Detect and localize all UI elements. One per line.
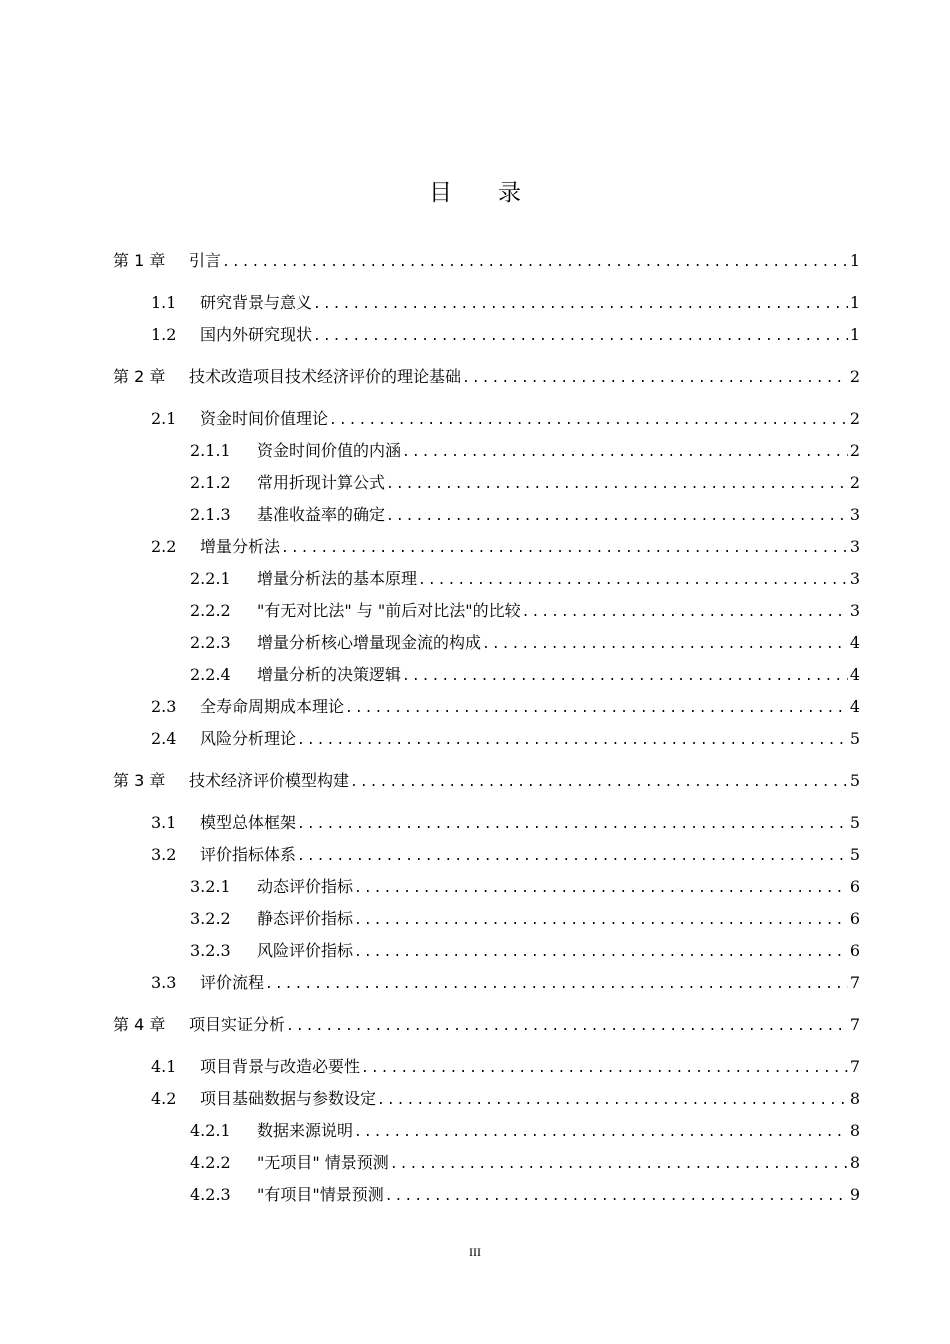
toc-entry-title: 静态评价指标 — [257, 909, 354, 928]
toc-dot-leader — [402, 441, 848, 465]
toc-dot-leader — [345, 697, 848, 721]
toc-dot-leader — [377, 1089, 848, 1113]
toc-entry-page-number: 6 — [849, 909, 860, 928]
toc-entry-page-number: 3 — [849, 601, 860, 620]
toc-entry[interactable] — [151, 1087, 860, 1111]
toc-entry[interactable] — [190, 567, 860, 591]
toc-dot-leader — [354, 877, 848, 901]
toc-entry-number: 4.2.3 — [190, 1185, 231, 1204]
toc-entry[interactable] — [190, 907, 860, 931]
toc-entry-page-number: 7 — [849, 973, 860, 992]
toc-entry-title: 评价流程 — [200, 973, 265, 992]
toc-entry-page-number: 2 — [849, 409, 860, 428]
toc-entry-number: 第 4 章 — [113, 1015, 166, 1034]
toc-entry[interactable] — [190, 1151, 860, 1175]
toc-entry-page-number: 1 — [849, 325, 860, 344]
toc-entry-title: 动态评价指标 — [257, 877, 354, 896]
toc-entry-title: 项目实证分析 — [189, 1015, 286, 1034]
toc-entry[interactable] — [151, 323, 860, 347]
toc-entry-page-number: 7 — [849, 1015, 860, 1034]
toc-entry-title: 项目背景与改造必要性 — [200, 1057, 361, 1076]
toc-dot-leader — [390, 1153, 848, 1177]
toc-entry[interactable] — [190, 939, 860, 963]
toc-entry-number: 2.1.2 — [190, 473, 231, 492]
toc-entry[interactable] — [151, 695, 860, 719]
toc-entry-page-number: 3 — [849, 569, 860, 588]
toc-dot-leader — [354, 909, 848, 933]
toc-entry-page-number: 4 — [849, 665, 860, 684]
toc-dot-leader — [386, 473, 848, 497]
toc-entry-number: 4.1 — [151, 1057, 177, 1076]
toc-entry-number: 4.2 — [151, 1089, 177, 1108]
toc-entry-page-number: 8 — [849, 1089, 860, 1108]
toc-entry-title: 风险分析理论 — [200, 729, 297, 748]
toc-entry-number: 2.2.3 — [190, 633, 231, 652]
toc-dot-leader — [482, 633, 848, 657]
toc-entry-page-number: 6 — [849, 877, 860, 896]
toc-dot-leader — [354, 1121, 848, 1145]
toc-entry-page-number: 8 — [849, 1153, 860, 1172]
toc-entry[interactable] — [113, 249, 860, 273]
toc-dot-leader — [297, 845, 848, 869]
toc-entry-title: 项目基础数据与参数设定 — [200, 1089, 377, 1108]
toc-entry-page-number: 7 — [849, 1057, 860, 1076]
toc-entry-title: 技术经济评价模型构建 — [189, 771, 350, 790]
toc-entry-title: "有无对比法" 与 "前后对比法"的比较 — [257, 601, 521, 620]
toc-entry-page-number: 8 — [849, 1121, 860, 1140]
toc-entry-title: 增量分析的决策逻辑 — [257, 665, 402, 684]
toc-entry-page-number: 5 — [849, 845, 860, 864]
toc-entry-number: 2.1.1 — [190, 441, 231, 460]
toc-entry-title: 全寿命周期成本理论 — [200, 697, 345, 716]
toc-entry[interactable] — [151, 727, 860, 751]
toc-entry-title: 增量分析法的基本原理 — [257, 569, 418, 588]
toc-entry-title: 常用折现计算公式 — [257, 473, 386, 492]
toc-entry-number: 3.2.1 — [190, 877, 231, 896]
toc-entry-title: 增量分析核心增量现金流的构成 — [257, 633, 482, 652]
toc-entry-title: 资金时间价值理论 — [200, 409, 329, 428]
toc-entry-page-number: 4 — [849, 697, 860, 716]
toc-dot-leader — [385, 1185, 848, 1209]
toc-entry-number: 4.2.1 — [190, 1121, 231, 1140]
toc-entry-number: 2.2.4 — [190, 665, 231, 684]
toc-entry-page-number: 5 — [849, 813, 860, 832]
page-footer-number: III — [469, 1245, 481, 1259]
toc-entry[interactable] — [190, 503, 860, 527]
toc-entry-title: "有项目"情景预测 — [257, 1185, 384, 1204]
toc-dot-leader — [313, 325, 848, 349]
toc-entry-title: 引言 — [189, 251, 222, 270]
toc-dot-leader — [286, 1015, 848, 1039]
toc-entry[interactable] — [151, 843, 860, 867]
toc-entry[interactable] — [190, 1183, 860, 1207]
toc-entry[interactable] — [190, 631, 860, 655]
toc-entry-number: 2.2.2 — [190, 601, 231, 620]
toc-entry-number: 3.2.2 — [190, 909, 231, 928]
toc-entry-page-number: 2 — [849, 441, 860, 460]
toc-dot-leader — [222, 251, 848, 275]
toc-entry-number: 第 2 章 — [113, 367, 166, 386]
toc-entry-title: 国内外研究现状 — [200, 325, 313, 344]
toc-entry-page-number: 1 — [849, 293, 860, 312]
toc-entry-number: 2.1.3 — [190, 505, 231, 524]
toc-entry[interactable] — [190, 439, 860, 463]
toc-entry-title: 增量分析法 — [200, 537, 281, 556]
toc-dot-leader — [402, 665, 848, 689]
toc-dot-leader — [265, 973, 848, 997]
toc-entry[interactable] — [151, 407, 860, 431]
toc-entry-number: 2.2 — [151, 537, 177, 556]
toc-entry-page-number: 2 — [849, 473, 860, 492]
toc-entry-number: 第 3 章 — [113, 771, 166, 790]
toc-dot-leader — [329, 409, 848, 433]
toc-entry-page-number: 2 — [849, 367, 860, 386]
toc-entry-number: 1.1 — [151, 293, 177, 312]
toc-entry[interactable] — [190, 599, 860, 623]
toc-entry-page-number: 4 — [849, 633, 860, 652]
toc-entry-page-number: 3 — [849, 505, 860, 524]
toc-dot-leader — [361, 1057, 848, 1081]
toc-entry[interactable] — [190, 875, 860, 899]
toc-entry-title: 评价指标体系 — [200, 845, 297, 864]
toc-title: 目录 — [429, 180, 567, 206]
toc-entry[interactable] — [113, 769, 860, 793]
toc-entry-title: 资金时间价值的内涵 — [257, 441, 402, 460]
toc-entry-page-number: 9 — [849, 1185, 860, 1204]
toc-entry-number: 2.2.1 — [190, 569, 231, 588]
toc-entry[interactable] — [190, 471, 860, 495]
toc-dot-leader — [350, 771, 848, 795]
toc-entry[interactable] — [190, 1119, 860, 1143]
toc-entry[interactable] — [151, 971, 860, 995]
toc-entry-number: 3.2 — [151, 845, 177, 864]
toc-dot-leader — [297, 813, 848, 837]
toc-entry-title: 风险评价指标 — [257, 941, 354, 960]
toc-entry-title: 研究背景与意义 — [200, 293, 313, 312]
toc-dot-leader — [281, 537, 848, 561]
toc-entry-page-number: 6 — [849, 941, 860, 960]
toc-entry[interactable] — [151, 291, 860, 315]
toc-entry[interactable] — [151, 1055, 860, 1079]
toc-entry-page-number: 3 — [849, 537, 860, 556]
toc-dot-leader — [313, 293, 848, 317]
toc-dot-leader — [522, 601, 848, 625]
toc-entry[interactable] — [190, 663, 860, 687]
toc-entry-number: 1.2 — [151, 325, 177, 344]
toc-entry[interactable] — [151, 811, 860, 835]
toc-entry-page-number: 1 — [849, 251, 860, 270]
toc-entry-number: 3.2.3 — [190, 941, 231, 960]
toc-entry-number: 2.1 — [151, 409, 177, 428]
toc-dot-leader — [386, 505, 848, 529]
toc-entry[interactable] — [113, 1013, 860, 1037]
toc-entry[interactable] — [113, 365, 860, 389]
toc-dot-leader — [462, 367, 848, 391]
toc-entry-title: 技术改造项目技术经济评价的理论基础 — [189, 367, 462, 386]
toc-entry-number: 3.1 — [151, 813, 177, 832]
toc-entry-number: 2.3 — [151, 697, 177, 716]
toc-entry-number: 4.2.2 — [190, 1153, 231, 1172]
toc-dot-leader — [418, 569, 848, 593]
toc-dot-leader — [354, 941, 848, 965]
toc-entry-number: 第 1 章 — [113, 251, 166, 270]
toc-entry-title: 基准收益率的确定 — [257, 505, 386, 524]
toc-dot-leader — [297, 729, 848, 753]
toc-entry-number: 3.3 — [151, 973, 177, 992]
toc-entry-title: 模型总体框架 — [200, 813, 297, 832]
toc-entry[interactable] — [151, 535, 860, 559]
toc-entry-page-number: 5 — [849, 729, 860, 748]
toc-entry-number: 2.4 — [151, 729, 177, 748]
toc-entry-page-number: 5 — [849, 771, 860, 790]
toc-entry-title: 数据来源说明 — [257, 1121, 354, 1140]
toc-entry-title: "无项目" 情景预测 — [257, 1153, 389, 1172]
